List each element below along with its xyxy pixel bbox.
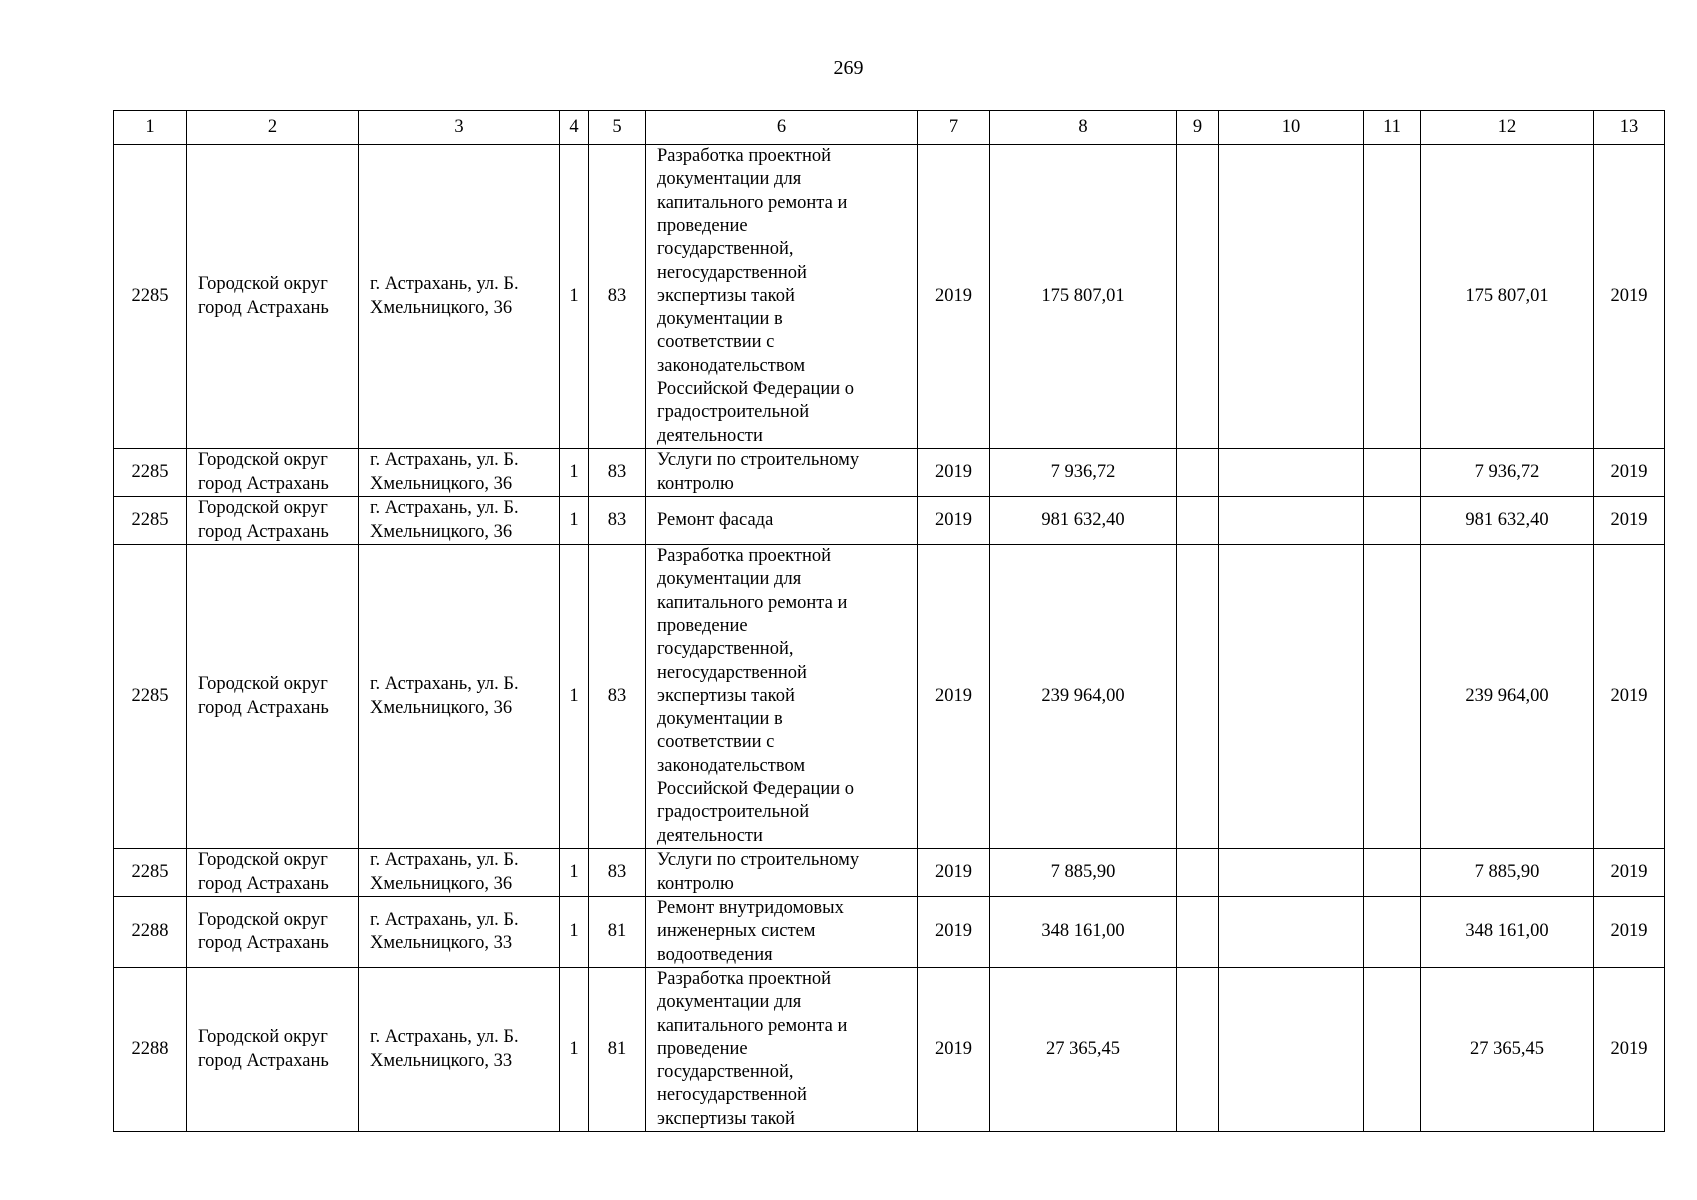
register-table [113, 110, 1665, 1132]
cell-col10 [1219, 449, 1364, 497]
cell-work-type: Услуги по строительному контролю [646, 449, 918, 497]
cell-col9 [1177, 968, 1219, 1132]
column-header: 7 [918, 111, 990, 145]
cell-year: 2019 [918, 897, 990, 968]
cell-number: 2288 [114, 968, 187, 1132]
cell-year: 2019 [918, 145, 990, 449]
cell-col9 [1177, 849, 1219, 897]
cell-number: 2288 [114, 897, 187, 968]
cell-col11 [1364, 968, 1421, 1132]
cell-col4: 1 [560, 545, 589, 849]
cell-col5: 81 [589, 968, 646, 1132]
page-number: 269 [833, 57, 864, 79]
column-header: 4 [560, 111, 589, 145]
header-row [114, 111, 1665, 145]
cell-work-type: Ремонт внутридомовых инженерных систем водоотведения [646, 897, 918, 968]
cell-col4: 1 [560, 145, 589, 449]
cell-col12-cost: 239 964,00 [1421, 545, 1594, 849]
cell-col10 [1219, 545, 1364, 849]
cell-number: 2285 [114, 545, 187, 849]
cell-col9 [1177, 545, 1219, 849]
cell-col13-year: 2019 [1594, 449, 1665, 497]
cell-col11 [1364, 897, 1421, 968]
column-header: 12 [1421, 111, 1594, 145]
cell-year: 2019 [918, 545, 990, 849]
cell-col13-year: 2019 [1594, 145, 1665, 449]
cell-col4: 1 [560, 497, 589, 545]
cell-col5: 83 [589, 145, 646, 449]
cell-col10 [1219, 968, 1364, 1132]
cell-col5: 83 [589, 497, 646, 545]
cell-address: г. Астрахань, ул. Б. Хмельницкого, 36 [359, 545, 560, 849]
cell-col12-cost: 27 365,45 [1421, 968, 1594, 1132]
column-header: 5 [589, 111, 646, 145]
cell-col5: 83 [589, 849, 646, 897]
cell-col12-cost: 7 885,90 [1421, 849, 1594, 897]
cell-col4: 1 [560, 897, 589, 968]
cell-total-cost: 7 885,90 [990, 849, 1177, 897]
cell-col13-year: 2019 [1594, 897, 1665, 968]
cell-col5: 83 [589, 545, 646, 849]
table-row [114, 497, 1665, 545]
column-header: 10 [1219, 111, 1364, 145]
cell-col11 [1364, 449, 1421, 497]
cell-municipality: Городской округ город Астрахань [187, 497, 359, 545]
cell-work-type: Разработка проектной документации для капитального ремонта и проведение государственной, негосударственной экспертизы такой [646, 968, 918, 1132]
cell-municipality: Городской округ город Астрахань [187, 449, 359, 497]
column-header: 13 [1594, 111, 1665, 145]
cell-address: г. Астрахань, ул. Б. Хмельницкого, 36 [359, 497, 560, 545]
cell-total-cost: 981 632,40 [990, 497, 1177, 545]
cell-total-cost: 7 936,72 [990, 449, 1177, 497]
column-header: 8 [990, 111, 1177, 145]
table-row [114, 145, 1665, 449]
cell-col12-cost: 175 807,01 [1421, 145, 1594, 449]
cell-number: 2285 [114, 145, 187, 449]
cell-address: г. Астрахань, ул. Б. Хмельницкого, 33 [359, 897, 560, 968]
cell-col10 [1219, 145, 1364, 449]
cell-col9 [1177, 897, 1219, 968]
column-header: 9 [1177, 111, 1219, 145]
cell-municipality: Городской округ город Астрахань [187, 145, 359, 449]
cell-col4: 1 [560, 968, 589, 1132]
cell-year: 2019 [918, 968, 990, 1132]
cell-municipality: Городской округ город Астрахань [187, 897, 359, 968]
cell-number: 2285 [114, 449, 187, 497]
column-header: 3 [359, 111, 560, 145]
cell-col10 [1219, 849, 1364, 897]
cell-number: 2285 [114, 849, 187, 897]
cell-col5: 83 [589, 449, 646, 497]
cell-col13-year: 2019 [1594, 545, 1665, 849]
cell-col13-year: 2019 [1594, 849, 1665, 897]
column-header: 2 [187, 111, 359, 145]
cell-col9 [1177, 497, 1219, 545]
cell-work-type: Разработка проектной документации для капитального ремонта и проведение государственной, негосударственной экспертизы такой документации в соответствии с законодательством Российской Федерации о градостроительной деятельности [646, 545, 918, 849]
cell-col11 [1364, 145, 1421, 449]
cell-total-cost: 175 807,01 [990, 145, 1177, 449]
cell-number: 2285 [114, 497, 187, 545]
cell-work-type: Разработка проектной документации для капитального ремонта и проведение государственной, негосударственной экспертизы такой документации в соответствии с законодательством Российской Федерации о градостроительной деятельности [646, 145, 918, 449]
cell-col12-cost: 981 632,40 [1421, 497, 1594, 545]
cell-col12-cost: 348 161,00 [1421, 897, 1594, 968]
cell-work-type: Услуги по строительному контролю [646, 849, 918, 897]
cell-address: г. Астрахань, ул. Б. Хмельницкого, 36 [359, 449, 560, 497]
cell-col4: 1 [560, 449, 589, 497]
cell-col11 [1364, 545, 1421, 849]
cell-year: 2019 [918, 449, 990, 497]
cell-address: г. Астрахань, ул. Б. Хмельницкого, 36 [359, 145, 560, 449]
table-row [114, 897, 1665, 968]
table-row [114, 545, 1665, 849]
cell-col13-year: 2019 [1594, 968, 1665, 1132]
cell-municipality: Городской округ город Астрахань [187, 968, 359, 1132]
cell-municipality: Городской округ город Астрахань [187, 849, 359, 897]
column-header: 1 [114, 111, 187, 145]
cell-address: г. Астрахань, ул. Б. Хмельницкого, 33 [359, 968, 560, 1132]
cell-col10 [1219, 497, 1364, 545]
cell-col13-year: 2019 [1594, 497, 1665, 545]
table-row [114, 849, 1665, 897]
column-header: 11 [1364, 111, 1421, 145]
cell-col10 [1219, 897, 1364, 968]
cell-col4: 1 [560, 849, 589, 897]
cell-year: 2019 [918, 849, 990, 897]
cell-col11 [1364, 497, 1421, 545]
cell-col9 [1177, 449, 1219, 497]
cell-col11 [1364, 849, 1421, 897]
cell-col5: 81 [589, 897, 646, 968]
cell-total-cost: 348 161,00 [990, 897, 1177, 968]
table-row [114, 449, 1665, 497]
cell-col9 [1177, 145, 1219, 449]
cell-col12-cost: 7 936,72 [1421, 449, 1594, 497]
table-row [114, 968, 1665, 1132]
cell-total-cost: 27 365,45 [990, 968, 1177, 1132]
cell-total-cost: 239 964,00 [990, 545, 1177, 849]
cell-municipality: Городской округ город Астрахань [187, 545, 359, 849]
column-header: 6 [646, 111, 918, 145]
cell-work-type: Ремонт фасада [646, 497, 918, 545]
cell-address: г. Астрахань, ул. Б. Хмельницкого, 36 [359, 849, 560, 897]
cell-year: 2019 [918, 497, 990, 545]
